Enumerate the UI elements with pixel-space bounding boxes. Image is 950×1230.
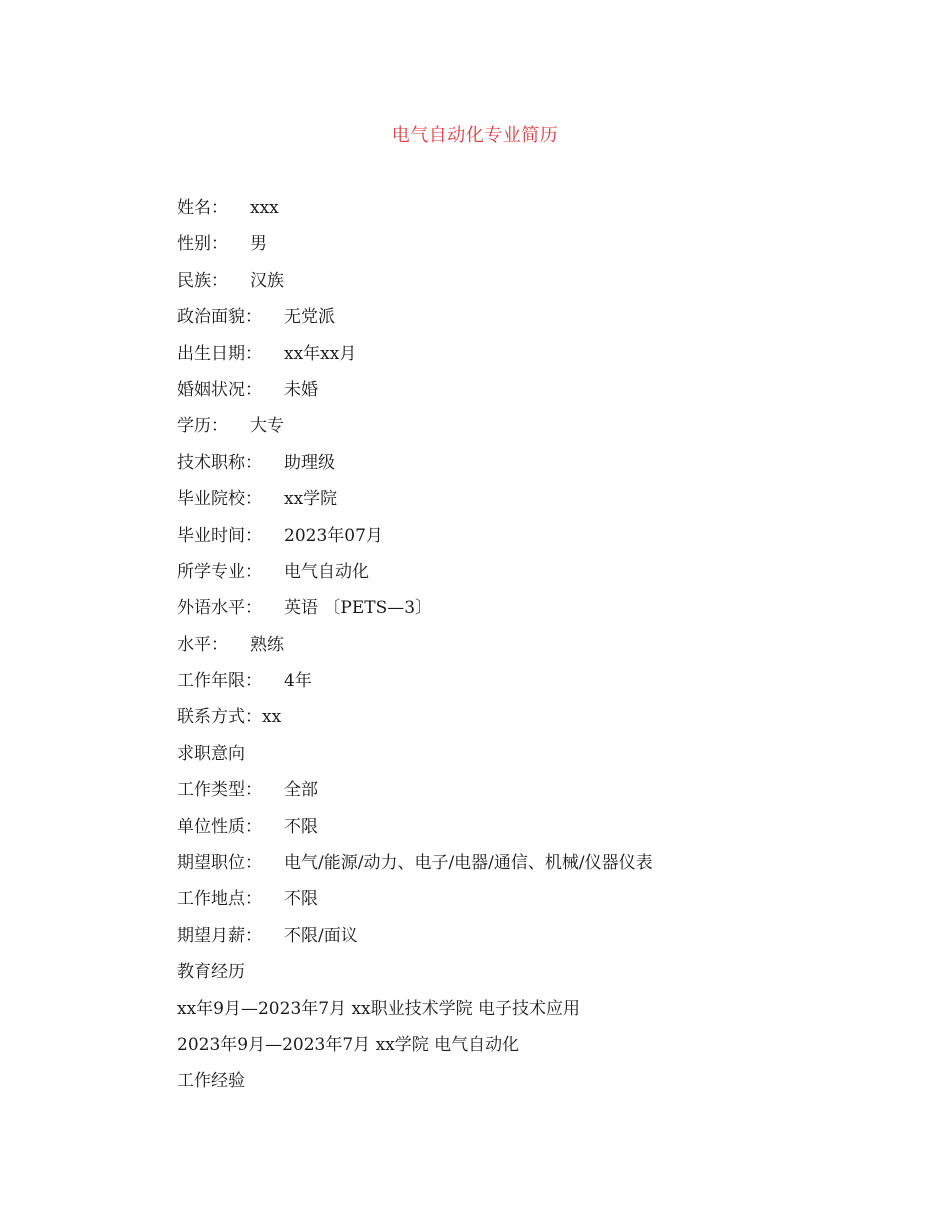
field-value: 助理级 xyxy=(284,452,335,473)
field-value: 不限/面议 xyxy=(284,925,358,946)
field-graduate-school xyxy=(177,487,877,523)
field-label: 水平： xyxy=(177,634,228,655)
field-label: 毕业院校： xyxy=(177,489,262,510)
field-label: 期望职位： xyxy=(177,853,262,874)
field-label: 政治面貌： xyxy=(177,307,262,328)
section-heading-work-experience: 工作经验 xyxy=(177,1071,245,1092)
field-marital-status xyxy=(177,378,877,414)
field-major xyxy=(177,560,877,596)
field-value: 不限 xyxy=(284,816,318,837)
field-foreign-language xyxy=(177,596,877,632)
field-label: 民族： xyxy=(177,270,228,291)
field-job-type xyxy=(177,778,877,814)
field-value: 英语 〔PETS—3〕 xyxy=(284,598,433,619)
field-value: 不限 xyxy=(284,889,318,910)
field-desired-position xyxy=(177,851,877,887)
field-value: 男 xyxy=(250,234,267,255)
field-proficiency xyxy=(177,633,877,669)
field-value: xx年xx月 xyxy=(284,343,357,364)
field-value: 电气自动化 xyxy=(284,561,369,582)
field-label: 学历： xyxy=(177,416,228,437)
field-label: 单位性质： xyxy=(177,816,262,837)
resume-content xyxy=(177,196,877,1106)
field-value: 大专 xyxy=(250,416,284,437)
field-label: 工作地点： xyxy=(177,889,262,910)
field-contact xyxy=(177,705,877,741)
field-label: 毕业时间： xyxy=(177,525,262,546)
field-value: xx xyxy=(262,707,282,728)
field-graduation-date xyxy=(177,524,877,560)
field-value: xxx xyxy=(250,198,279,218)
field-value: 汉族 xyxy=(250,270,284,291)
field-label: 工作类型： xyxy=(177,780,262,801)
section-heading-job-intention: 求职意向 xyxy=(177,743,245,764)
field-education-level xyxy=(177,414,877,450)
field-work-years xyxy=(177,669,877,705)
field-value: 电气/能源/动力、电子/电器/通信、机械/仪器仪表 xyxy=(284,853,653,874)
field-value: 熟练 xyxy=(250,634,284,655)
section-heading-education: 教育经历 xyxy=(177,962,245,983)
field-label: 联系方式： xyxy=(177,707,262,728)
field-value: 无党派 xyxy=(284,307,335,328)
field-technical-title xyxy=(177,451,877,487)
field-value: 2023年07月 xyxy=(284,525,383,546)
field-label: 姓名： xyxy=(177,198,228,218)
field-ethnicity xyxy=(177,269,877,305)
field-label: 外语水平： xyxy=(177,598,262,619)
field-label: 工作年限： xyxy=(177,671,262,692)
field-value: xx学院 xyxy=(284,489,338,510)
field-label: 出生日期： xyxy=(177,343,262,364)
field-label: 期望月薪： xyxy=(177,925,262,946)
field-birth-date xyxy=(177,342,877,378)
education-entry: 2023年9月—2023年7月 xx学院 电气自动化 xyxy=(177,1034,520,1055)
field-value: 全部 xyxy=(284,780,318,801)
field-political-status xyxy=(177,305,877,341)
field-label: 婚姻状况： xyxy=(177,379,262,400)
field-value: 4年 xyxy=(284,671,312,692)
field-name xyxy=(177,196,877,232)
page-title: 电气自动化专业简历 xyxy=(391,125,559,146)
field-work-location xyxy=(177,887,877,923)
field-label: 所学专业： xyxy=(177,561,262,582)
field-label: 技术职称： xyxy=(177,452,262,473)
field-gender xyxy=(177,232,877,268)
education-entry: xx年9月—2023年7月 xx职业技术学院 电子技术应用 xyxy=(177,998,581,1019)
field-company-type xyxy=(177,815,877,851)
field-value: 未婚 xyxy=(284,379,318,400)
field-label: 性别： xyxy=(177,234,228,255)
field-desired-salary xyxy=(177,924,877,960)
